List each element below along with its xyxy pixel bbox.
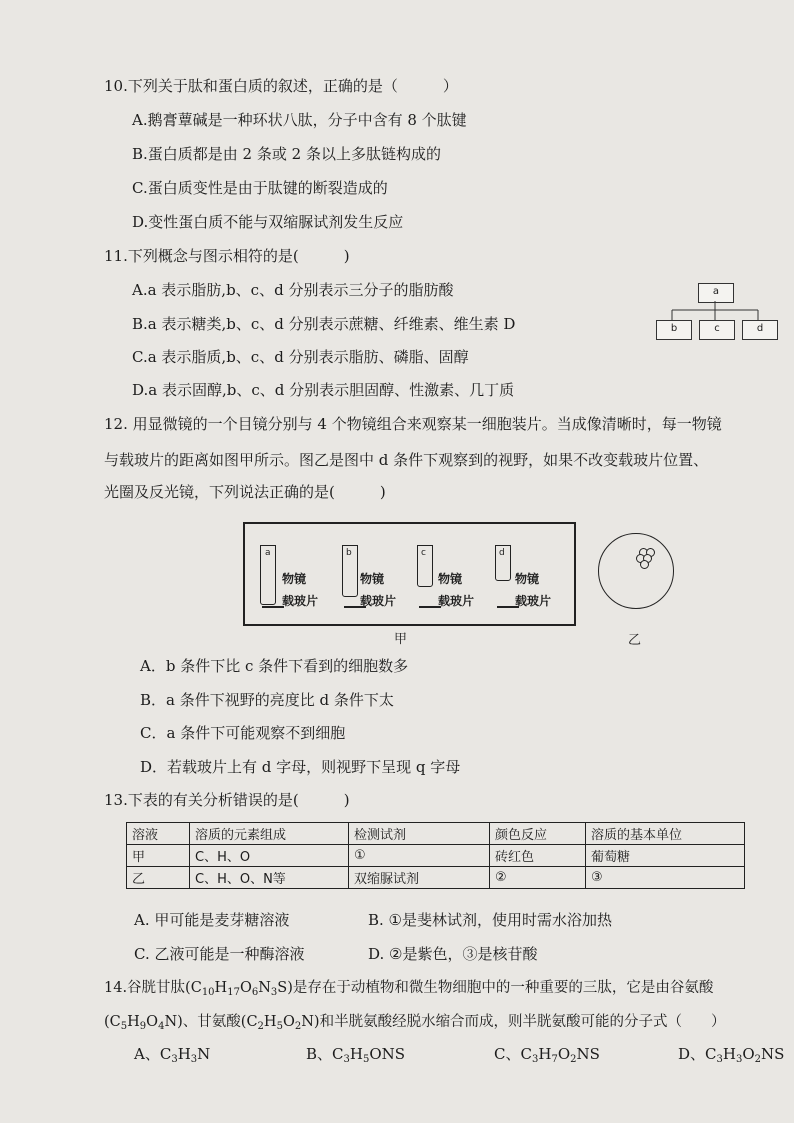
figure-yi-field-of-view [598,533,674,609]
q12-option-a: A．b 条件下比 c 条件下看到的细胞数多 [140,657,409,675]
diagram-box-d: d [742,320,778,340]
table-cell: 双缩脲试剂 [349,867,490,889]
q14-sub: 2 [754,1054,762,1065]
q11-option-a: A.a 表示脂肪,b、c、d 分别表示三分子的脂肪酸 [132,281,454,299]
q14-text: O [239,980,252,996]
q14-sub: 7 [551,1054,558,1065]
table-header-cell: 溶质的基本单位 [586,823,745,845]
q14-text: A、C [134,1045,172,1063]
q14-text: N [258,980,271,996]
q14-sub: 6 [251,987,259,998]
q14-sub: 3 [531,1054,539,1065]
q14-sub: 2 [570,1054,577,1065]
table-row [127,845,745,867]
q14-text: N)、甘氨酸(C [164,1014,258,1030]
q10-option-c: C.蛋白质变性是由于肽键的断裂造成的 [132,179,388,197]
q12-option-b: B．a 条件下视野的亮度比 d 条件下太 [140,691,394,709]
q14-sub: 17 [227,987,240,998]
slide-a [262,606,284,608]
q13-option-c: C. 乙液可能是一种酶溶液 [134,945,305,963]
q14-sub: 2 [257,1021,264,1032]
q14-text: S)是存在于动植物和微生物细胞中的一种重要的三肽，它是由谷氨酸 [277,980,714,996]
table-header-cell: 颜色反应 [490,823,586,845]
q12-stem-line1: 12. 用显微镜的一个目镜分别与 4 个物镜组合来观察某一细胞装片。当成像清晰时，每一物镜 [104,415,722,433]
slide-text-d: 载玻片 [515,594,552,608]
q14-stem-line1 [104,978,713,1003]
q14-text: NS [576,1045,600,1063]
q10-option-a: A.鹅膏蕈碱是一种环状八肽，分子中含有 8 个肽键 [132,111,467,129]
q14-sub: 5 [276,1021,283,1032]
q14-text: N [197,1045,211,1063]
q10-option-d: D.变性蛋白质不能与双缩脲试剂发生反应 [132,213,404,231]
table-header-cell: 溶液 [127,823,190,845]
q14-text: H [722,1045,736,1063]
table-cell: 葡萄糖 [586,845,745,867]
q14-text: H [263,1014,277,1030]
q12-option-c: C．a 条件下可能观察不到细胞 [140,724,346,742]
diagram-box-c: c [699,320,735,340]
q14-text: C、C [494,1045,532,1063]
q10-stem: 10.下列关于肽和蛋白质的叙述，正确的是（ ） [104,77,458,95]
q14-sub: 10 [201,987,215,998]
q14-text: NS [761,1045,785,1063]
diagram-box-a: a [698,283,734,303]
table-cell: 砖红色 [490,845,586,867]
table-cell: ③ [586,867,745,889]
q14-sub: 2 [294,1021,302,1032]
figure-yi-caption: 乙 [628,633,642,648]
q13-option-d: D. ②是紫色，③是核苷酸 [368,945,538,963]
table-header-row [127,823,745,845]
table-cell: ① [349,845,490,867]
q11-stem: 11.下列概念与图示相符的是( ) [104,247,350,265]
q14-text: (C [104,1014,121,1030]
table-row [127,867,745,889]
table-header-cell: 检测试剂 [349,823,490,845]
q14-text: O [742,1045,755,1063]
q13-table [126,822,745,889]
q14-sub: 3 [735,1054,743,1065]
q14-sub: 3 [190,1054,198,1065]
q14-sub: 9 [139,1021,147,1032]
q14-sub: 3 [343,1054,350,1065]
q12-option-d: D．若载玻片上有 d 字母，则视野下呈现 q 字母 [140,758,461,776]
q14-text: H [349,1045,363,1063]
q14-text: 14.谷胱甘肽(C [104,980,202,996]
table-cell: 甲 [127,845,190,867]
slide-text-b: 载玻片 [360,594,397,608]
figure-jia-caption: 甲 [394,632,408,647]
q14-text: H [127,1014,140,1030]
table-cell: 乙 [127,867,190,889]
objective-label-c: c [421,548,426,558]
objective-text-a: 物镜 [282,572,307,586]
q14-sub: 3 [171,1054,178,1065]
q14-text: ONS [369,1045,406,1063]
q14-text: O [282,1014,295,1030]
q14-sub: 4 [158,1021,165,1032]
q14-option-c [494,1044,600,1070]
objective-text-b: 物镜 [360,572,385,586]
objective-text-c: 物镜 [438,572,463,586]
q12-stem-line3: 光圈及反光镜，下列说法正确的是( ) [104,483,386,501]
cell-icon [640,560,649,569]
q14-text: O [146,1014,159,1030]
q11-option-c: C.a 表示脂质,b、c、d 分别表示脂肪、磷脂、固醇 [132,348,469,366]
table-cell: C、H、O [190,845,349,867]
q11-option-d: D.a 表示固醇,b、c、d 分别表示胆固醇、性激素、几丁质 [132,381,515,399]
diagram-connectors [650,300,790,322]
q14-option-d [678,1044,784,1070]
q14-sub: 5 [120,1021,128,1032]
q14-sub: 3 [270,987,278,998]
q13-stem: 13.下表的有关分析错误的是( ) [104,791,350,809]
q14-text: N)和半胱氨酸经脱水缩合而成，则半胱氨酸可能的分子式（ ） [301,1014,726,1030]
q14-text: H [177,1045,191,1063]
slide-text-c: 载玻片 [438,594,475,608]
objective-label-a: a [265,548,271,558]
objective-text-d: 物镜 [515,572,540,586]
q14-text: D、C [678,1045,717,1063]
slide-text-a: 载玻片 [282,594,319,608]
objective-label-d: d [499,548,505,558]
objective-label-b: b [346,548,352,558]
q11-option-b: B.a 表示糖类,b、c、d 分别表示蔗糖、纤维素、维生素 D [132,315,516,333]
q14-sub: 5 [362,1054,370,1065]
q14-stem-line2 [104,1012,726,1037]
table-cell: C、H、O、N等 [190,867,349,889]
q13-option-b: B. ①是斐林试剂，使用时需水浴加热 [368,911,613,929]
q14-option-a [134,1044,210,1070]
q13-option-a: A. 甲可能是麦芽糖溶液 [134,911,290,929]
table-header-cell: 溶质的元素组成 [190,823,349,845]
q14-sub: 3 [716,1054,723,1065]
diagram-box-b: b [656,320,692,340]
q12-stem-line2: 与载玻片的距离如图甲所示。图乙是图中 d 条件下观察到的视野，如果不改变载玻片位置、 [104,451,709,469]
q14-text: H [538,1045,552,1063]
q14-text: O [557,1045,571,1063]
table-cell: ② [490,867,586,889]
q10-option-b: B.蛋白质都是由 2 条或 2 条以上多肽链构成的 [132,145,441,163]
q14-text: B、C [306,1045,344,1063]
q14-text: H [214,980,228,996]
q14-option-b [306,1044,405,1070]
